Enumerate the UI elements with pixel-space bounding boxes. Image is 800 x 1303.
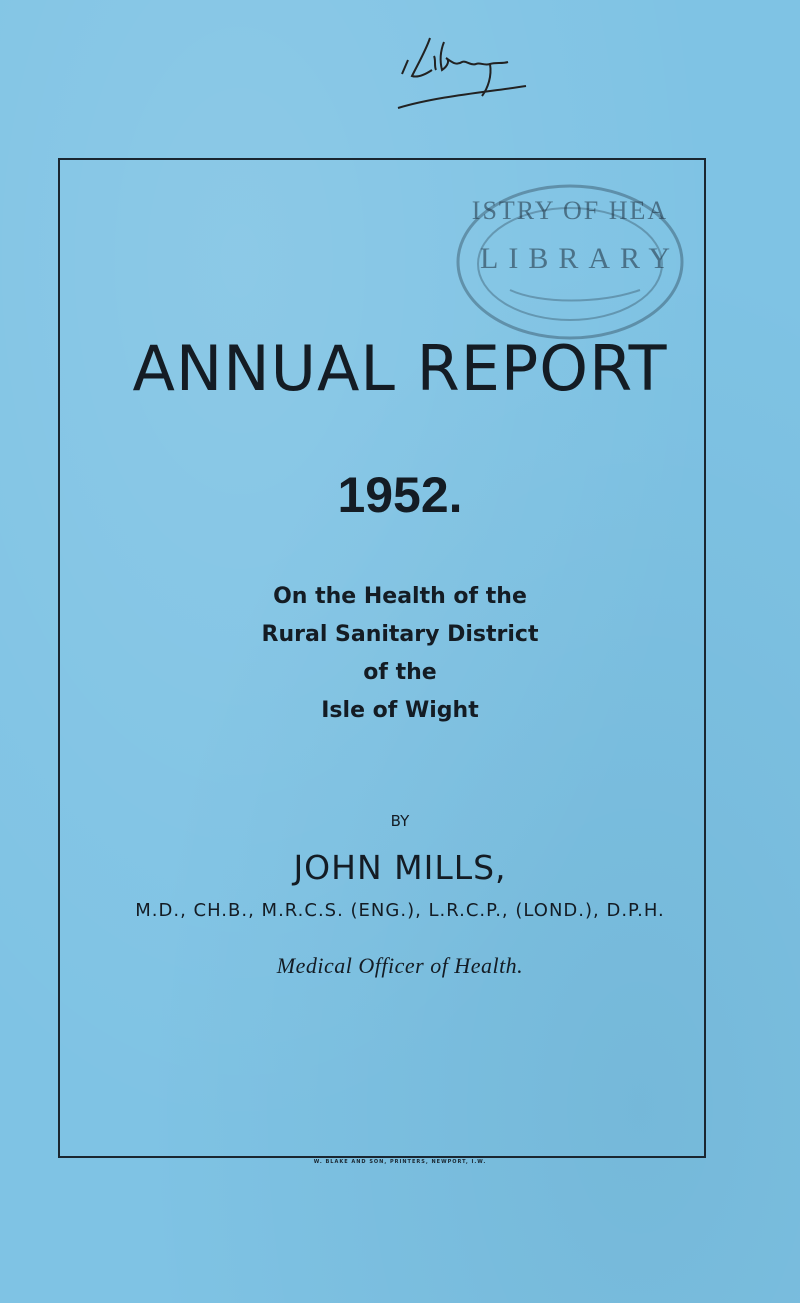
printer-imprint: W. BLAKE AND SON, PRINTERS, NEWPORT, I.W. [313, 1159, 487, 1165]
report-year: 1952. [337, 467, 463, 523]
stamp-top-text: ISTRY OF HEA [471, 196, 669, 225]
subtitle-line: On the Health of the [273, 584, 527, 609]
report-subtitle [0, 578, 800, 730]
stamp-middle-text: LIBRARY [480, 242, 681, 275]
author-qualifications: M.D., CH.B., M.R.C.S. (ENG.), L.R.C.P., (LOND.), D.P.H. [135, 900, 665, 921]
by-label: BY [390, 812, 410, 830]
report-title: ANNUAL REPORT [132, 332, 668, 405]
subtitle-line: of the [363, 660, 437, 685]
subtitle-line: Isle of Wight [321, 698, 479, 723]
subtitle-line: Rural Sanitary District [261, 622, 539, 647]
author-name: JOHN MILLS, [293, 848, 507, 887]
handwritten-note [378, 30, 538, 110]
library-stamp [430, 180, 690, 350]
author-role: Medical Officer of Health. [276, 953, 524, 978]
